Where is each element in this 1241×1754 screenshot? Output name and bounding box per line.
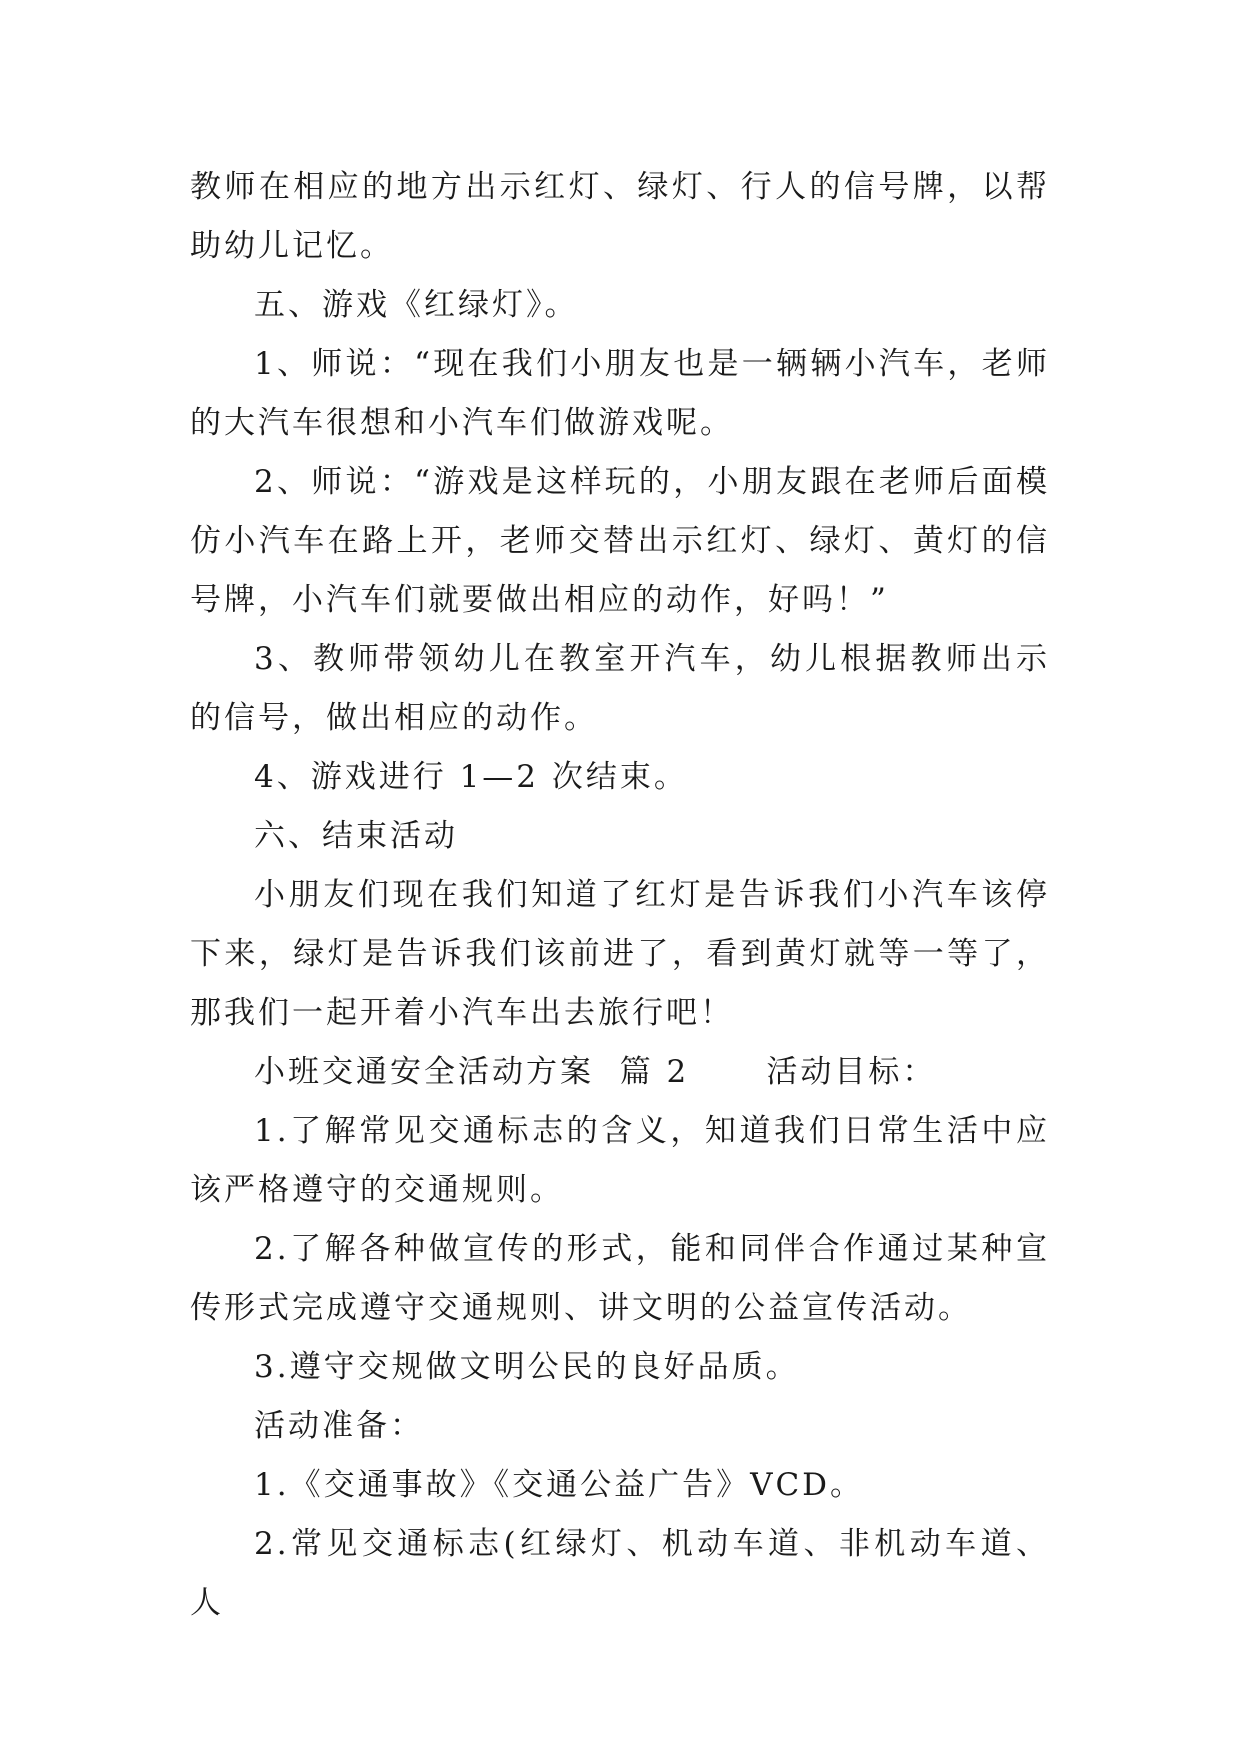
paragraph-closing: 小朋友们现在我们知道了红灯是告诉我们小汽车该停下来，绿灯是告诉我们该前进了，看到黄灯就等一等了，那我们一起开着小汽车出去旅行吧！ <box>190 877 1050 1031</box>
paragraph-step-1: 1、师说：“现在我们小朋友也是一辆辆小汽车，老师的大汽车很想和小汽车们做游戏呢。 <box>190 346 1050 441</box>
paragraph-goal-1: 1.了解常见交通标志的含义，知道我们日常生活中应该严格遵守的交通规则。 <box>190 1113 1050 1208</box>
heading-plan-2-goals: 小班交通安全活动方案 篇 2 活动目标： <box>254 1054 937 1090</box>
paragraph-step-2: 2、师说：“游戏是这样玩的，小朋友跟在老师后面模仿小汽车在路上开，老师交替出示红灯、绿灯、黄灯的信号牌，小汽车们就要做出相应的动作，好吗！” <box>190 464 1050 618</box>
heading-game-traffic-light: 五、游戏《红绿灯》。 <box>254 287 579 323</box>
paragraph-goal-3: 3.遵守交规做文明公民的良好品质。 <box>254 1349 800 1385</box>
paragraph-goal-2: 2.了解各种做宣传的形式，能和同伴合作通过某种宣传形式完成遵守交通规则、讲文明的公益宣传活动。 <box>190 1231 1050 1326</box>
paragraph-continuation: 教师在相应的地方出示红灯、绿灯、行人的信号牌，以帮助幼儿记忆。 <box>190 169 1050 264</box>
heading-end-activity: 六、结束活动 <box>254 818 458 854</box>
paragraph-prep-2: 2.常见交通标志(红绿灯、机动车道、非机动车道、人 <box>190 1526 1050 1621</box>
paragraph-step-4: 4、游戏进行 1—2 次结束。 <box>254 759 688 795</box>
paragraph-step-3: 3、教师带领幼儿在教室开汽车，幼儿根据教师出示的信号，做出相应的动作。 <box>190 641 1050 736</box>
document-body <box>190 158 1050 1633</box>
heading-preparation: 活动准备： <box>254 1408 424 1444</box>
paragraph-prep-1: 1.《交通事故》《交通公益广告》VCD。 <box>254 1467 865 1503</box>
